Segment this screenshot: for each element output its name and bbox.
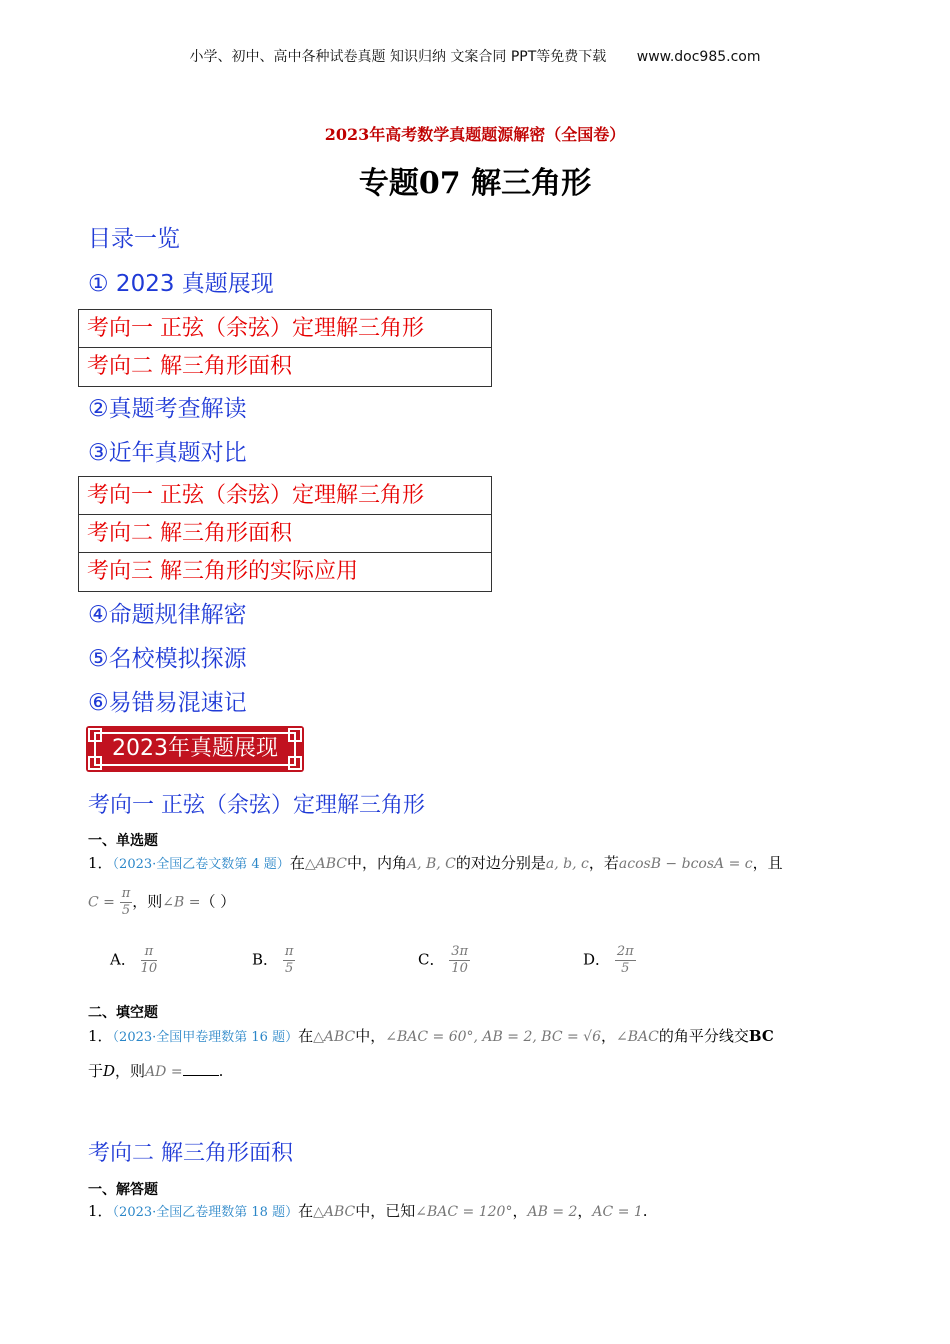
toc-item-3[interactable]: ③近年真题对比 (88, 440, 247, 466)
option-a[interactable] (110, 944, 157, 977)
math-expr: AD = (145, 1064, 183, 1080)
math-expr: △ABC (313, 1204, 356, 1220)
math-expr: ∠BAC (616, 1029, 659, 1045)
answer-blank[interactable] (183, 1061, 219, 1076)
question-text: ， (601, 1027, 617, 1045)
option-b[interactable] (252, 944, 295, 977)
fraction (283, 944, 296, 977)
option-label: C． (418, 950, 445, 969)
question-1-line-1 (88, 852, 783, 873)
option-label: B． (252, 950, 279, 969)
toc-item-6[interactable]: ⑥易错易混速记 (88, 690, 247, 716)
question-number: 1． (88, 854, 113, 872)
toc-heading: 目录一览 (88, 226, 180, 252)
question-text: 在 (298, 1202, 314, 1220)
math-expr: acosB − bcosA = c (618, 856, 753, 872)
question-1-line-2 (88, 886, 235, 919)
toc-box-2 (78, 476, 492, 592)
page-header (0, 46, 950, 66)
document-title: 专题07 解三角形 (358, 166, 592, 201)
math-expr: BC (748, 1027, 774, 1045)
toc-box-1 (78, 309, 492, 387)
question-type-fill-blank: 二、填空题 (88, 1005, 158, 1021)
question-type-answer: 一、解答题 (88, 1182, 158, 1198)
toc-box1-row[interactable]: 考向二 解三角形面积 (87, 354, 292, 379)
fraction-denominator: 5 (121, 903, 131, 918)
section-heading-1: 考向一 正弦（余弦）定理解三角形 (88, 793, 425, 818)
toc-box2-row[interactable]: 考向三 解三角形的实际应用 (87, 559, 358, 584)
math-expr: C = (88, 894, 115, 911)
math-expr: AB = 2 (527, 1204, 578, 1220)
question-text: 在 (298, 1027, 314, 1045)
question-source: （2023·全国乙卷理数第 18 题） (112, 1205, 299, 1220)
fraction (615, 944, 636, 977)
fraction-numerator: 2π (616, 944, 634, 959)
fraction-denominator: 10 (451, 961, 468, 976)
option-label: A． (110, 950, 136, 969)
toc-item-5[interactable]: ⑤名校模拟探源 (88, 646, 247, 672)
fraction-denominator: 5 (284, 961, 294, 976)
fraction-numerator: π (284, 944, 294, 959)
fraction-numerator: π (121, 886, 131, 901)
math-expr: ∠B = (162, 894, 201, 911)
toc-box2-row[interactable]: 考向一 正弦（余弦）定理解三角形 (79, 477, 491, 515)
banner-text: 2023年真题展现 (94, 732, 296, 766)
question-text: 在 (289, 854, 305, 872)
toc-box2-row[interactable]: 考向二 解三角形面积 (79, 515, 491, 553)
header-text: 小学、初中、高中各种试卷真题 知识归纳 文案合同 PPT等免费下载 (189, 49, 607, 65)
fraction (141, 944, 158, 977)
math-expr: D (103, 1062, 116, 1080)
question-source: （2023·全国甲卷理数第 16 题） (112, 1030, 299, 1045)
question-text: 中，内角 (346, 854, 407, 872)
fraction-denominator: 5 (621, 961, 630, 976)
section-banner (86, 726, 304, 772)
answer-parenthesis: （ ） (200, 892, 236, 911)
question-text: . (218, 1062, 224, 1080)
question-type-single-choice: 一、单选题 (88, 833, 158, 849)
fraction (449, 944, 470, 977)
math-expr: ∠BAC = 120° (415, 1204, 513, 1220)
question-text: ，则 (132, 892, 163, 911)
question-text: . (642, 1202, 648, 1220)
toc-item-1[interactable]: ① 2023 真题展现 (88, 271, 274, 297)
question-text: 中，已知 (355, 1202, 416, 1220)
math-expr: △ABC (313, 1029, 356, 1045)
math-expr: a, b, c (545, 856, 589, 872)
toc-box1-row[interactable]: 考向一 正弦（余弦）定理解三角形 (79, 310, 491, 348)
fraction-numerator: 3π (451, 944, 469, 959)
header-site[interactable]: www.doc985.com (636, 49, 761, 65)
toc-item-4[interactable]: ④命题规律解密 (88, 602, 247, 628)
toc-item-2[interactable]: ②真题考查解读 (88, 396, 247, 422)
fraction-denominator: 10 (140, 961, 158, 976)
fraction (120, 886, 133, 919)
question-text: ，则 (115, 1062, 146, 1080)
option-c[interactable] (418, 944, 470, 977)
question-text: 的角平分线交 (658, 1027, 749, 1045)
question-3-line-1 (88, 1200, 648, 1221)
math-expr: ∠BAC = 60°, AB = 2, BC = √6 (385, 1029, 601, 1045)
math-expr: AC = 1 (592, 1204, 643, 1220)
section-heading-2: 考向二 解三角形面积 (88, 1141, 293, 1166)
question-text: ， (577, 1202, 593, 1220)
fraction-numerator: π (141, 944, 158, 961)
question-text: ，若 (588, 854, 619, 872)
question-number: 1． (88, 1202, 113, 1220)
question-text: ， (512, 1202, 528, 1220)
math-expr: A, B, C (406, 856, 456, 872)
question-number: 1． (88, 1027, 113, 1045)
question-2-line-1 (88, 1025, 774, 1046)
option-label: D． (583, 950, 611, 969)
question-text: 于 (88, 1062, 104, 1080)
question-2-line-2 (88, 1060, 223, 1081)
question-text: 中， (355, 1027, 386, 1045)
question-text: 的对边分别是 (455, 854, 546, 872)
document-subtitle: 2023年高考数学真题题源解密（全国卷） (324, 125, 626, 144)
question-text: ，且 (752, 854, 783, 872)
option-d[interactable] (583, 944, 636, 977)
question-source: （2023·全国乙卷文数第 4 题） (112, 857, 290, 872)
math-expr: △ABC (304, 856, 347, 872)
